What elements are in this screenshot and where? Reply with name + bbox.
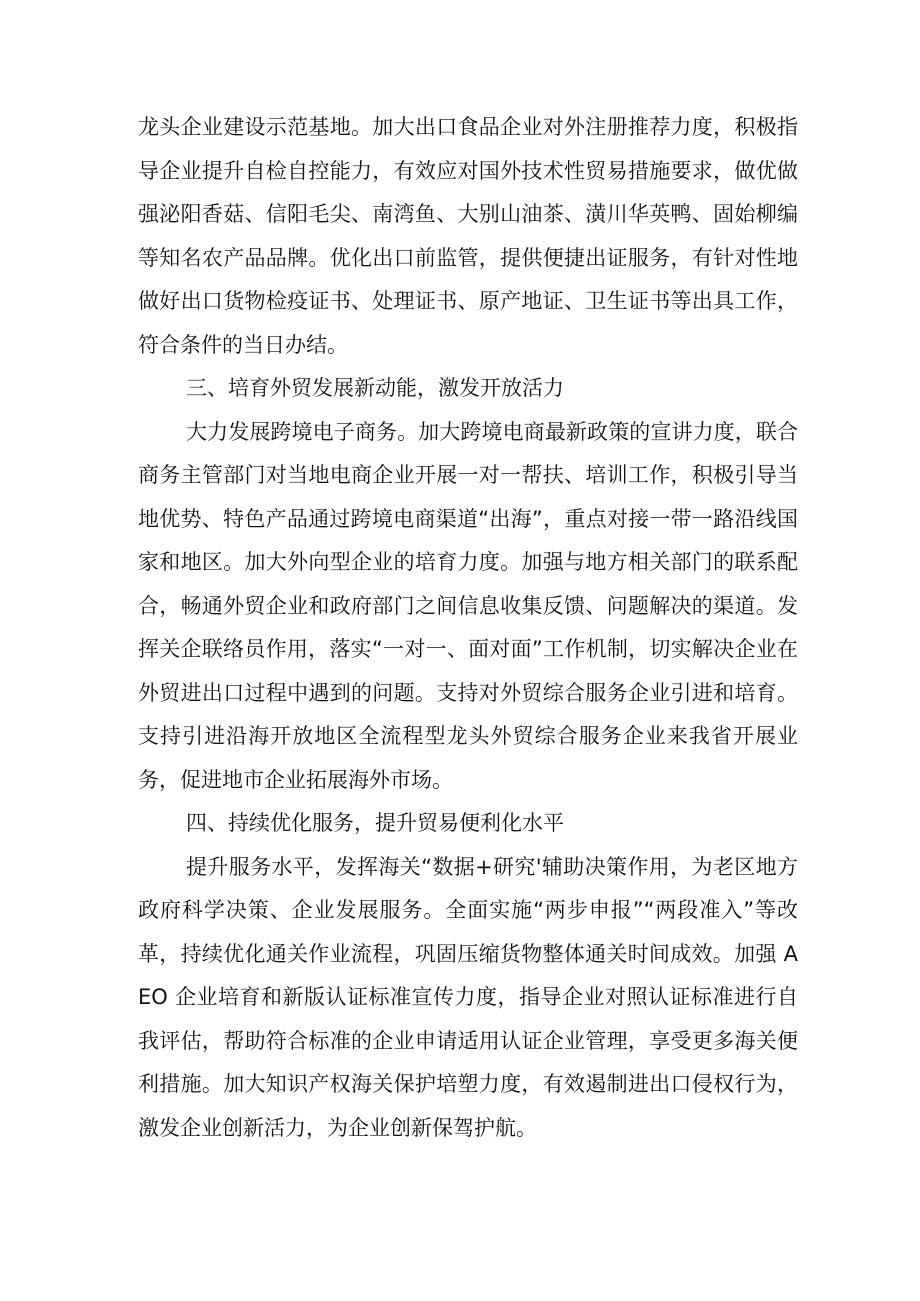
section-heading-four: 四、持续优化服务，提升贸易便利化水平 xyxy=(186,811,564,835)
document-body xyxy=(138,106,798,1150)
paragraph-trade-facilitation: 提升服务水平，发挥海关“数据+研究'辅助决策作用，为老区地方政府科学决策、企业发展服务。全面实施“两步申报”“两段准入”等改革，持续优化通关作业流程，巩固压缩货物整体通关时间成效。加强 AEO 企业培育和新版认证标准宣传力度，指导企业对照认证标准进行自我评估，帮助符合标准的企业申请适用认证企业管理，享受更多海关便利措施。加大知识产权海关保护培塑力度，有效遏制进出口侵权行为，激发企业创新活力，为企业创新保驾护航。 xyxy=(138,854,798,1140)
paragraph-cross-border-ecommerce: 大力发展跨境电子商务。加大跨境电商最新政策的宣讲力度，联合商务主管部门对当地电商企业开展一对一帮扶、培训工作，积极引导当地优势、特色产品通过跨境电商渠道“出海”，重点对接一带一路沿线国家和地区。加大外向型企业的培育力度。加强与地方相关部门的联系配合，畅通外贸企业和政府部门之间信息收集反馈、问题解决的渠道。发挥关企联络员作用，落实“一对一、面对面”工作机制，切实解决企业在外贸进出口过程中遇到的问题。支持对外贸综合服务企业引进和培育。支持引进沿海开放地区全流程型龙头外贸综合服务企业来我省开展业务，促进地市企业拓展海外市场。 xyxy=(138,419,798,792)
section-heading-three: 三、培育外贸发展新动能，激发开放活力 xyxy=(186,376,564,400)
paragraph-agri-brands: 龙头企业建设示范基地。加大出口食品企业对外注册推荐力度，积极指导企业提升自检自控能力，有效应对国外技术性贸易措施要求，做优做强泌阳香菇、信阳毛尖、南湾鱼、大别山油茶、潢川华英鸭、固始柳编等知名农产品品牌。优化出口前监管，提供便捷出证服务，有针对性地做好出口货物检疫证书、处理证书、原产地证、卫生证书等出具工作，符合条件的当日办结。 xyxy=(138,115,798,357)
